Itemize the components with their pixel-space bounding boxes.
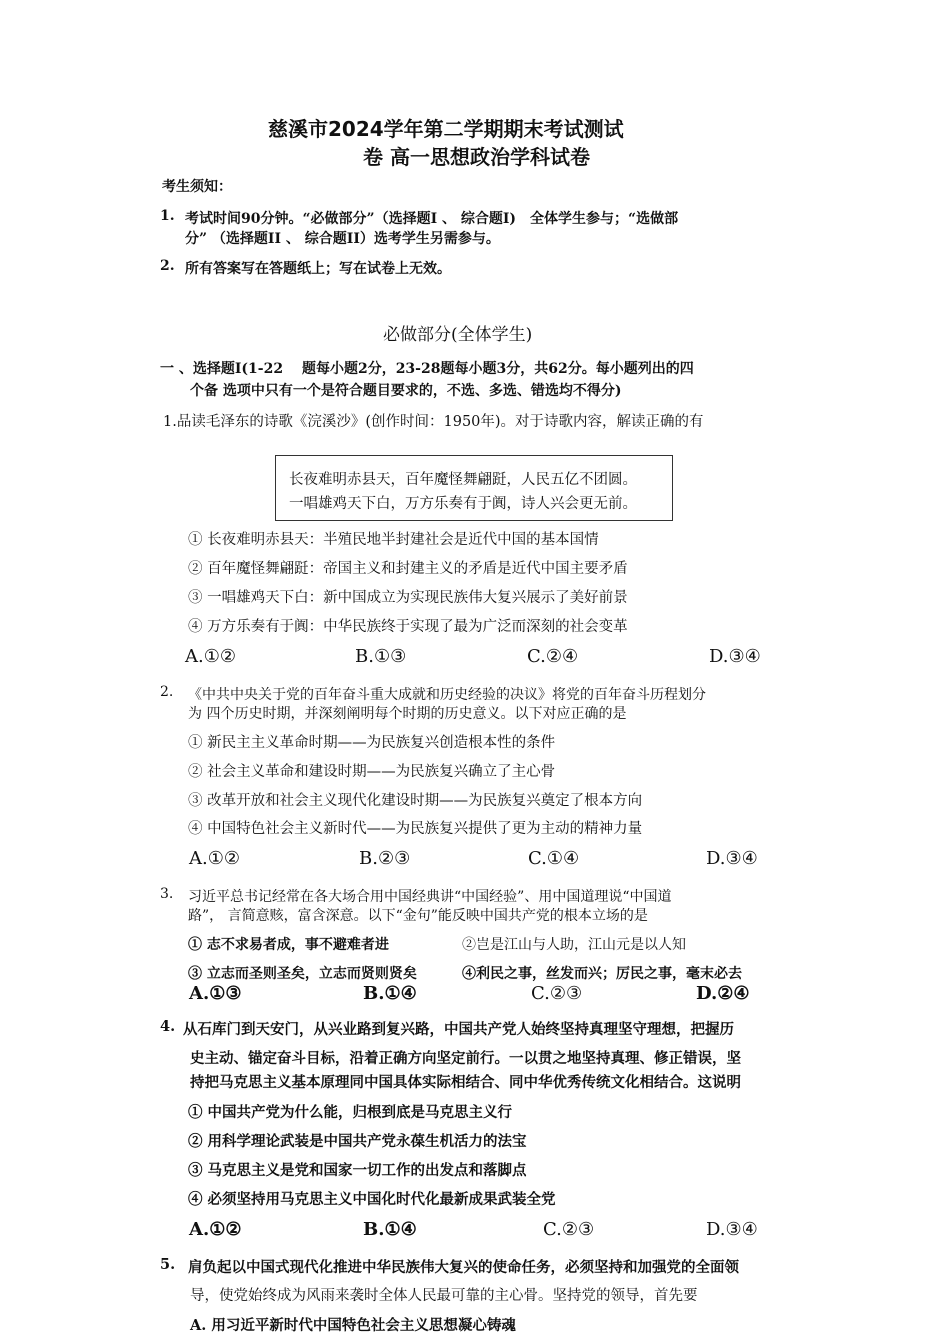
q4-statement-4: ④ 必须坚持用马克思主义中国化时代化最新成果武装全党 — [188, 1191, 556, 1208]
q2-stem-line2: 为 四个历史时期，并深刻阐明每个时期的历史意义。以下对应正确的是 — [188, 706, 627, 722]
q5-stem-line1: 肩负起以中国式现代化推进中华民族伟大复兴的使命任务，必须坚持和加强党的全面领 — [188, 1259, 739, 1276]
q4-option-d: D.③④ — [706, 1219, 758, 1240]
q1-poem-line1: 长夜难明赤县天，百年魔怪舞翩跹，人民五亿不团圆。 — [289, 472, 637, 488]
q3-number: 3. — [160, 886, 174, 902]
q4-number: 4. — [160, 1018, 176, 1035]
q4-statement-1: ① 中国共产党为什么能，归根到底是马克思主义行 — [188, 1104, 513, 1121]
q2-statement-4: ④ 中国特色社会主义新时代——为民族复兴提供了更为主动的精神力量 — [188, 821, 643, 837]
exam-title-line1: 慈溪市2024学年第二学期期末考试测试 — [268, 117, 624, 141]
notice-item2-number: 2. — [160, 258, 175, 274]
section-instruction-line1: 一 、选择题I(1-22 题每小题2分，23-28题每小题3分，共62分。每小题列出的四 — [160, 361, 694, 377]
q2-statement-2: ② 社会主义革命和建设时期——为民族复兴确立了主心骨 — [188, 764, 556, 780]
q5-number: 5. — [160, 1256, 176, 1273]
q1-option-d: D.③④ — [709, 646, 761, 667]
notice-label: 考生须知： — [162, 179, 232, 195]
q4-stem-line1: 从石库门到天安门，从兴业路到复兴路，中国共产党人始终坚持真理坚守理想，把握历 — [183, 1021, 734, 1038]
section-heading: 必做部分(全体学生) — [383, 325, 533, 345]
q2-statement-3: ③ 改革开放和社会主义现代化建设时期——为民族复兴奠定了根本方向 — [188, 793, 643, 809]
q3-option-c: C.②③ — [531, 983, 583, 1004]
q1-statement-2: ② 百年魔怪舞翩跹：帝国主义和封建主义的矛盾是近代中国主要矛盾 — [188, 561, 628, 577]
q2-option-a: A.①② — [189, 848, 240, 869]
q2-option-c: C.①④ — [528, 848, 580, 869]
q4-stem-line2: 史主动、锚定奋斗目标，沿着正确方向坚定前行。一以贯之地坚持真理、修正错误，坚 — [190, 1050, 741, 1067]
q1-statement-3: ③ 一唱雄鸡天下白：新中国成立为实现民族伟大复兴展示了美好前景 — [188, 590, 628, 606]
q4-statement-2: ② 用科学理论武装是中国共产党永葆生机活力的法宝 — [188, 1133, 527, 1150]
q2-statement-1: ① 新民主主义革命时期——为民族复兴创造根本性的条件 — [188, 735, 556, 751]
q3-statement-2: ②岂是江山与人助，江山元是以人知 — [462, 937, 686, 953]
q2-option-b: B.②③ — [359, 848, 411, 869]
q4-option-c: C.②③ — [543, 1219, 595, 1240]
q3-option-d: D.②④ — [696, 983, 750, 1004]
q1-statement-1: ① 长夜难明赤县天：半殖民地半封建社会是近代中国的基本国情 — [188, 532, 599, 548]
q5-stem-line2: 导，使党始终成为风雨来袭时全体人民最可靠的主心骨。坚持党的领导，首先要 — [190, 1288, 698, 1304]
q1-stem: 1.品读毛泽东的诗歌《浣溪沙》(创作时间：1950年)。对于诗歌内容，解读正确的有 — [163, 414, 704, 430]
exam-title-line2: 卷 高一思想政治学科试卷 — [363, 145, 590, 169]
q3-option-a: A.①③ — [189, 983, 242, 1004]
q1-poem-box — [275, 455, 673, 521]
q4-option-b: B.①④ — [363, 1219, 417, 1240]
notice-item1-number: 1. — [160, 208, 175, 224]
q3-option-b: B.①④ — [363, 983, 417, 1004]
q1-poem-line2: 一唱雄鸡天下白，万方乐奏有于阗，诗人兴会更无前。 — [289, 496, 637, 512]
q1-statement-4: ④ 万方乐奏有于阗：中华民族终于实现了最为广泛而深刻的社会变革 — [188, 619, 628, 635]
q5-option-a: A. 用习近平新时代中国特色社会主义思想凝心铸魂 — [190, 1317, 516, 1334]
section-instruction-line2: 个备 选项中只有一个是符合题目要求的，不选、多选、错选均不得分) — [190, 383, 622, 399]
q3-stem-line1: 习近平总书记经常在各大场合用中国经典讲“中国经验”、用中国道理说“中国道 — [188, 889, 672, 905]
q3-statement-4: ④利民之事，丝发而兴；厉民之事，毫末必去 — [462, 966, 742, 982]
q3-stem-line2: 路”， 言简意赅，富含深意。以下“金句”能反映中国共产党的根本立场的是 — [188, 908, 648, 924]
q3-statement-3: ③ 立志而圣则圣矣，立志而贤则贤矣 — [188, 966, 417, 982]
q4-stem-line3: 持把马克思主义基本原理同中国具体实际相结合、同中华优秀传统文化相结合。这说明 — [190, 1074, 741, 1091]
notice-item2-text: 所有答案写在答题纸上；写在试卷上无效。 — [185, 261, 451, 277]
q3-statement-1: ① 志不求易者成，事不避难者进 — [188, 937, 389, 953]
q1-option-c: C.②④ — [527, 646, 579, 667]
q1-option-b: B.①③ — [355, 646, 407, 667]
q2-option-d: D.③④ — [706, 848, 758, 869]
q4-option-a: A.①② — [189, 1219, 242, 1240]
notice-item1-line1: 考试时间90分钟。“必做部分”（选择题I 、 综合题I) 全体学生参与；“选做部 — [185, 211, 679, 227]
notice-item1-line2: 分” （选择题II 、 综合题II）选考学生另需参与。 — [185, 231, 500, 247]
q1-option-a: A.①② — [185, 646, 236, 667]
q4-statement-3: ③ 马克思主义是党和国家一切工作的出发点和落脚点 — [188, 1162, 527, 1179]
q2-stem-line1: 《中共中央关于党的百年奋斗重大成就和历史经验的决议》将党的百年奋斗历程划分 — [188, 687, 706, 703]
q2-number: 2. — [160, 684, 174, 700]
